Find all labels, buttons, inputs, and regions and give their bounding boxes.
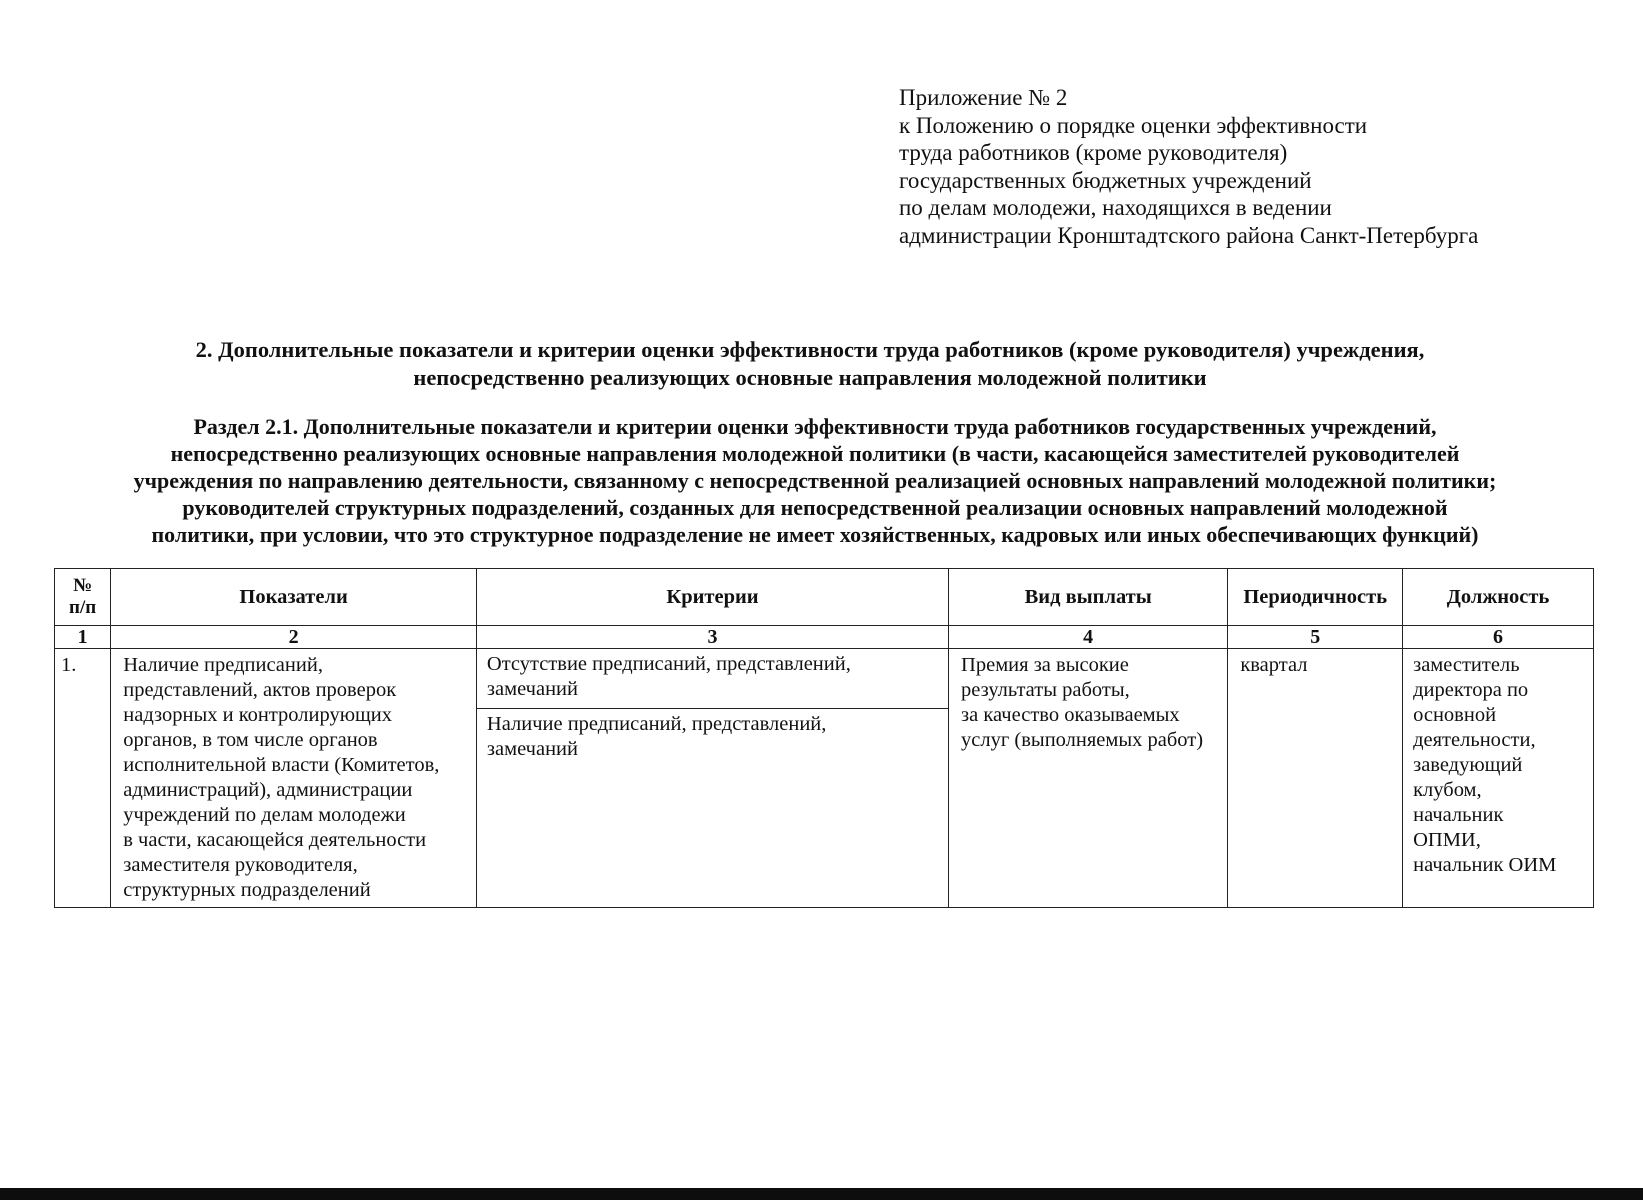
- column-number: 5: [1228, 626, 1403, 649]
- periodicity-text: квартал: [1240, 654, 1308, 676]
- column-number: 3: [476, 626, 948, 649]
- section-title-line: учреждения по направлению деятельности, связанному с непосредственной реализацией основных направлений молодежной политики;: [133, 468, 1497, 493]
- indicator-line: органов, в том числе органов: [123, 729, 378, 751]
- row-number: 1.: [61, 654, 77, 676]
- payment-type-line: Премия за высокие: [961, 654, 1129, 676]
- section-title-line: Раздел 2.1. Дополнительные показатели и критерии оценки эффективности труда работников государственных учреждений,: [193, 414, 1437, 439]
- column-number-row: [55, 626, 1594, 649]
- criteria-table: [54, 568, 1594, 908]
- main-title-line: непосредственно реализующих основные направления молодежной политики: [413, 365, 1207, 390]
- position-line: основной: [1413, 704, 1497, 726]
- position-line: клубом,: [1413, 779, 1482, 801]
- scan-bottom-edge: [0, 1188, 1643, 1200]
- criterion-line: замечаний: [486, 678, 578, 700]
- position-line: заместитель: [1413, 654, 1520, 676]
- criterion-line: Наличие предписаний, представлений,: [486, 713, 827, 735]
- position-cell: [1403, 649, 1594, 908]
- header-periodicity: Периодичность: [1228, 569, 1403, 626]
- payment-type-line: результаты работы,: [961, 679, 1130, 701]
- indicator-line: администраций), администрации: [123, 779, 413, 801]
- table-row: [55, 649, 1594, 908]
- indicator-cell: [111, 649, 477, 908]
- indicator-line: Наличие предписаний,: [123, 654, 323, 676]
- appendix-note: [899, 84, 1599, 249]
- header-num-abbr: п/п: [69, 597, 97, 618]
- main-title: [60, 336, 1560, 392]
- position-line: деятельности,: [1413, 729, 1536, 751]
- payment-type-line: за качество оказываемых: [961, 704, 1180, 726]
- periodicity-cell: [1228, 649, 1403, 908]
- section-title-line: политики, при условии, что это структурное подразделение не имеет хозяйственных, кадровых или иных обеспечивающих функций): [151, 522, 1479, 547]
- header-num-symbol: №: [73, 575, 93, 596]
- position-line: начальник ОИМ: [1413, 854, 1557, 876]
- header-num: [55, 569, 111, 626]
- header-indicators: Показатели: [111, 569, 477, 626]
- column-number: 6: [1403, 626, 1594, 649]
- section-title-line: непосредственно реализующих основные направления молодежной политики (в части, касающейся заместителей руководителей: [170, 441, 1460, 466]
- column-number: 1: [55, 626, 111, 649]
- criteria-cell: [476, 649, 948, 908]
- table-header-row: [55, 569, 1594, 626]
- row-number-cell: [55, 649, 111, 908]
- header-criteria: Критерии: [476, 569, 948, 626]
- payment-type-text: [949, 649, 1227, 757]
- criterion-absence: [477, 649, 948, 708]
- indicator-line: в части, касающейся деятельности: [123, 829, 427, 851]
- indicator-text: [111, 649, 476, 907]
- indicator-line: заместителя руководителя,: [123, 854, 358, 876]
- appendix-line: администрации Кронштадтского района Санкт-Петербурга: [899, 222, 1479, 248]
- payment-type-line: услуг (выполняемых работ): [961, 729, 1204, 751]
- header-payment-type: Вид выплаты: [949, 569, 1228, 626]
- appendix-line: труда работников (кроме руководителя): [899, 140, 1288, 165]
- payment-type-cell: [949, 649, 1228, 908]
- appendix-line: государственных бюджетных учреждений: [899, 167, 1312, 193]
- header-position: Должность: [1403, 569, 1594, 626]
- appendix-line: по делам молодежи, находящихся в ведении: [899, 195, 1332, 220]
- appendix-line: Приложение № 2: [899, 85, 1068, 110]
- column-number: 2: [111, 626, 477, 649]
- main-title-line: 2. Дополнительные показатели и критерии оценки эффективности труда работников (кроме руководителя) учреждения,: [195, 337, 1425, 362]
- position-text: [1403, 649, 1593, 882]
- indicator-line: надзорных и контролирующих: [123, 704, 393, 726]
- indicator-line: исполнительной власти (Комитетов,: [123, 754, 440, 776]
- criterion-presence: [477, 708, 948, 768]
- section-title-line: руководителей структурных подразделений, созданных для непосредственной реализации основных направлений молодежной: [182, 495, 1448, 520]
- section-title: [50, 413, 1580, 548]
- indicator-line: представлений, актов проверок: [123, 679, 397, 701]
- position-line: ОПМИ,: [1413, 829, 1481, 851]
- indicator-line: структурных подразделений: [123, 879, 371, 901]
- position-line: начальник: [1413, 804, 1504, 826]
- position-line: директора по: [1413, 679, 1529, 701]
- indicator-line: учреждений по делам молодежи: [123, 804, 406, 826]
- column-number: 4: [949, 626, 1228, 649]
- position-line: заведующий: [1413, 754, 1523, 776]
- criterion-line: Отсутствие предписаний, представлений,: [486, 653, 851, 675]
- criterion-line: замечаний: [486, 738, 578, 760]
- appendix-line: к Положению о порядке оценки эффективности: [899, 112, 1368, 138]
